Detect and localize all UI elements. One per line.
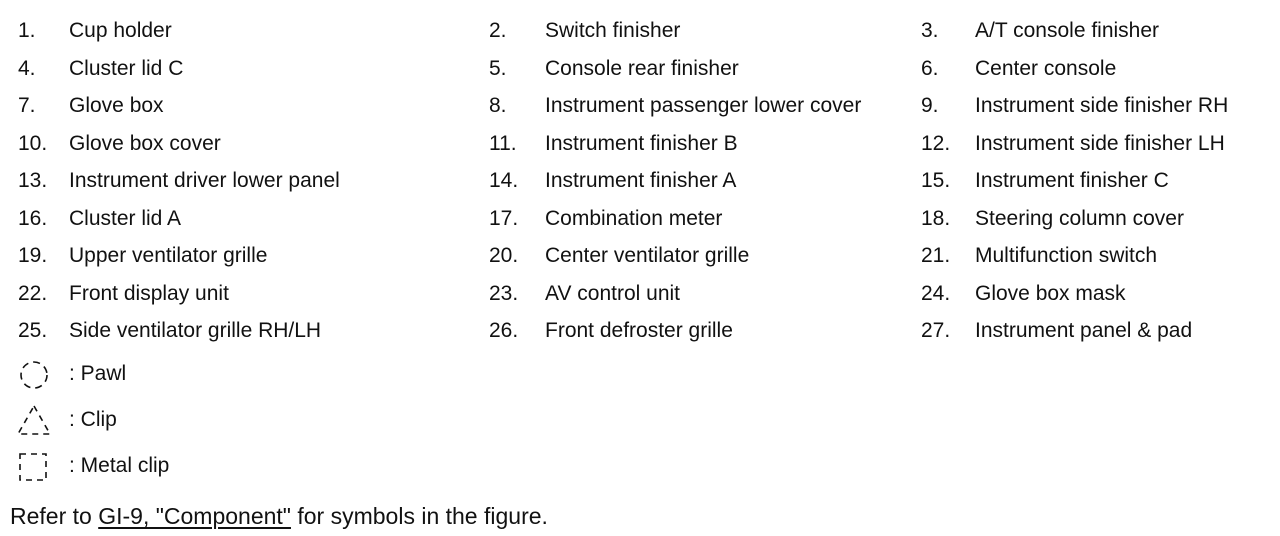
reference-note-prefix: Refer to	[10, 503, 99, 529]
legend-item-number: 5.	[489, 56, 507, 80]
legend-item-number: 4.	[18, 56, 36, 80]
legend-item-label: Combination meter	[545, 206, 723, 230]
legend-item-label: A/T console finisher	[975, 19, 1160, 42]
legend-item-label: Console rear finisher	[545, 56, 739, 80]
legend-item-label: Instrument panel & pad	[975, 319, 1193, 342]
legend-item-number: 3.	[921, 19, 939, 42]
legend-item-number: 13.	[18, 169, 48, 192]
legend-item-number: 6.	[921, 56, 939, 80]
symbol-metal-clip-label: : Metal clip	[69, 454, 170, 477]
legend-row	[0, 125, 1280, 163]
legend-row	[0, 200, 1280, 238]
legend-row	[0, 50, 1280, 88]
legend-item-number: 8.	[489, 94, 507, 117]
legend-item-number: 18.	[921, 206, 951, 230]
legend-item-label: Front display unit	[69, 281, 229, 305]
symbol-metal-clip-row	[14, 446, 314, 486]
legend-item-number: 11.	[489, 131, 517, 155]
legend-item-label: Instrument finisher B	[545, 131, 738, 155]
parts-legend	[0, 12, 1280, 350]
legend-item-label: AV control unit	[545, 281, 681, 305]
legend-item-label: Instrument finisher C	[975, 169, 1169, 192]
reference-note-suffix: for symbols in the figure.	[290, 503, 548, 529]
legend-item-number: 16.	[18, 206, 48, 230]
legend-item-label: Side ventilator grille RH/LH	[69, 319, 322, 342]
dashed-circle-icon	[14, 354, 54, 394]
legend-item-label: Glove box	[69, 94, 164, 117]
dashed-square-icon	[14, 446, 54, 486]
legend-item-label: Upper ventilator grille	[69, 244, 268, 267]
legend-item-number: 26.	[489, 319, 519, 342]
legend-item-label: Front defroster grille	[545, 319, 733, 342]
symbol-clip-label: : Clip	[69, 408, 117, 431]
legend-item-number: 20.	[489, 244, 519, 267]
legend-item-label: Center ventilator grille	[545, 244, 750, 267]
legend-row	[0, 87, 1280, 125]
legend-item-label: Center console	[975, 56, 1117, 80]
legend-item-number: 22.	[18, 281, 48, 305]
reference-note	[10, 498, 548, 534]
legend-item-label: Glove box cover	[69, 131, 221, 155]
component-reference-link[interactable]: GI-9, "Component"	[98, 503, 291, 529]
legend-item-label: Cluster lid C	[69, 56, 184, 80]
legend-item-label: Cup holder	[69, 19, 172, 42]
legend-item-label: Glove box mask	[975, 281, 1126, 305]
legend-item-label: Instrument driver lower panel	[69, 169, 340, 192]
legend-item-number: 27.	[921, 319, 951, 342]
symbol-clip-row	[14, 400, 314, 440]
legend-item-number: 1.	[18, 19, 36, 42]
legend-item-number: 7.	[18, 94, 36, 117]
legend-item-number: 24.	[921, 281, 951, 305]
legend-item-number: 17.	[489, 206, 519, 230]
legend-item-label: Instrument side finisher LH	[975, 131, 1225, 155]
legend-row	[0, 312, 1280, 350]
legend-item-number: 15.	[921, 169, 951, 192]
legend-item-number: 23.	[489, 281, 519, 305]
legend-row	[0, 275, 1280, 313]
legend-item-number: 25.	[18, 319, 48, 342]
legend-item-label: Steering column cover	[975, 206, 1184, 230]
symbol-pawl-row	[14, 354, 314, 394]
legend-item-label: Switch finisher	[545, 19, 681, 42]
legend-row	[0, 162, 1280, 200]
legend-item-number: 19.	[18, 244, 48, 267]
symbol-pawl-label: : Pawl	[69, 362, 127, 385]
legend-row	[0, 237, 1280, 275]
legend-item-label: Multifunction switch	[975, 244, 1158, 267]
legend-item-label: Instrument finisher A	[545, 169, 737, 192]
legend-row	[0, 12, 1280, 50]
legend-item-label: Instrument side finisher RH	[975, 94, 1229, 117]
legend-item-number: 12.	[921, 131, 951, 155]
legend-item-number: 10.	[18, 131, 48, 155]
legend-item-number: 14.	[489, 169, 519, 192]
legend-item-label: Instrument passenger lower cover	[545, 94, 862, 117]
legend-item-number: 21.	[921, 244, 951, 267]
legend-item-number: 2.	[489, 19, 507, 42]
dashed-triangle-icon	[14, 400, 54, 440]
legend-item-label: Cluster lid A	[69, 206, 182, 230]
legend-item-number: 9.	[921, 94, 939, 117]
